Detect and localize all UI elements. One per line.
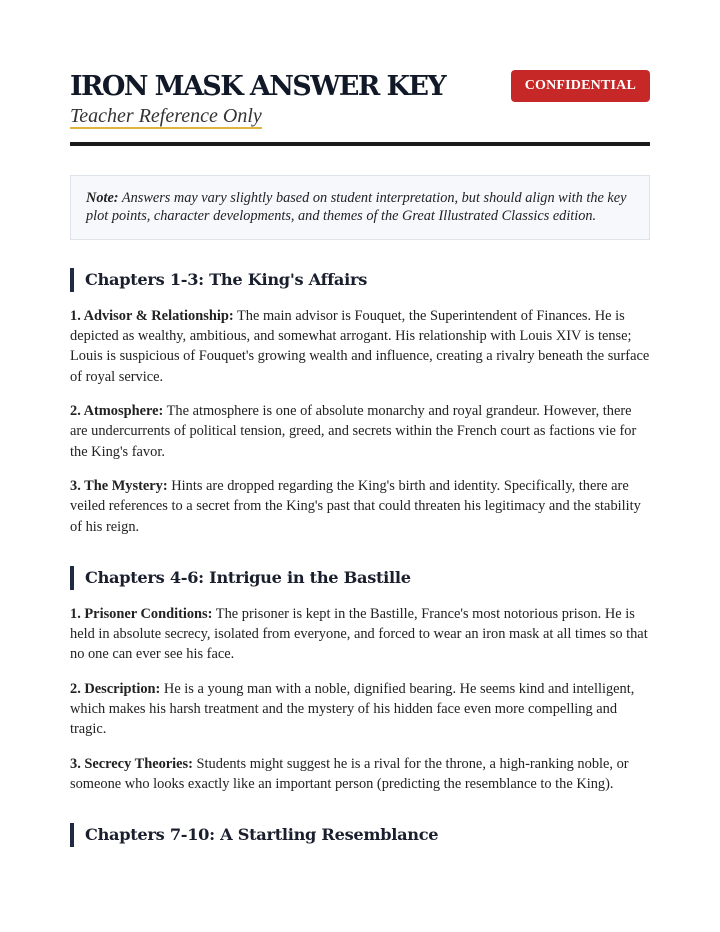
confidential-badge: CONFIDENTIAL <box>511 70 650 102</box>
answer-item <box>70 306 650 387</box>
note-label: Note: <box>86 190 119 206</box>
note-text: Answers may vary slightly based on student interpretation, but should align with the key plot points, character developments, and themes of the Great Illustrated Classics edition. <box>86 190 627 224</box>
answer-item <box>70 401 650 462</box>
answer-text: He is a young man with a noble, dignified bearing. He seems kind and intelligent, which makes his harsh treatment and the mystery of his hidden face even more compelling and tragic. <box>70 680 635 738</box>
answer-lead: 3. The Mystery: <box>70 478 168 495</box>
note-box <box>70 175 650 240</box>
document-title: IRON MASK ANSWER KEY <box>70 71 446 102</box>
answer-text: Hints are dropped regarding the King's birth and identity. Specifically, there are veiled references to a secret from the King's past that could threaten his legitimacy and the stability of his reign. <box>70 478 641 535</box>
answer-text: The main advisor is Fouquet, the Superintendent of Finances. He is depicted as wealthy, ambitious, and somewhat arrogant. His relationship with Louis XIV is tense; Louis is suspicious of Fouquet's growing wealth and influence, creating a rivalry beneath the surface of royal service. <box>70 308 650 385</box>
answer-item <box>70 754 650 794</box>
section-heading-chapters-1-3: Chapters 1-3: The King's Affairs <box>70 268 650 292</box>
document-subtitle: Teacher Reference Only <box>70 105 262 127</box>
document-header <box>70 0 650 146</box>
answer-lead: 1. Prisoner Conditions: <box>70 605 213 622</box>
answer-text: The prisoner is kept in the Bastille, France's most notorious prison. He is held in absolute secrecy, isolated from everyone, and forced to wear an iron mask at all times so that no one can ever see his face. <box>70 605 648 663</box>
answer-item <box>70 604 650 665</box>
answer-lead: 1. Advisor & Relationship: <box>70 308 234 324</box>
section-heading-chapters-4-6: Chapters 4-6: Intrigue in the Bastille <box>70 566 650 590</box>
answer-lead: 3. Secrecy Theories: <box>70 755 193 772</box>
answer-text: Students might suggest he is a rival for the throne, a high-ranking noble, or someone who looks exactly like an important person (predicting the resemblance to the King). <box>70 755 629 793</box>
answer-lead: 2. Description: <box>70 680 161 697</box>
answer-lead: 2. Atmosphere: <box>70 403 164 420</box>
section-heading-chapters-7-10: Chapters 7-10: A Startling Resemblance <box>70 823 650 847</box>
answer-text: The atmosphere is one of absolute monarchy and royal grandeur. However, there are undercurrents of political tension, greed, and secrets within the French court as factions vie for the King's favor. <box>70 403 637 460</box>
answer-item <box>70 679 650 740</box>
answer-key-page <box>70 0 650 847</box>
answer-item <box>70 476 650 537</box>
